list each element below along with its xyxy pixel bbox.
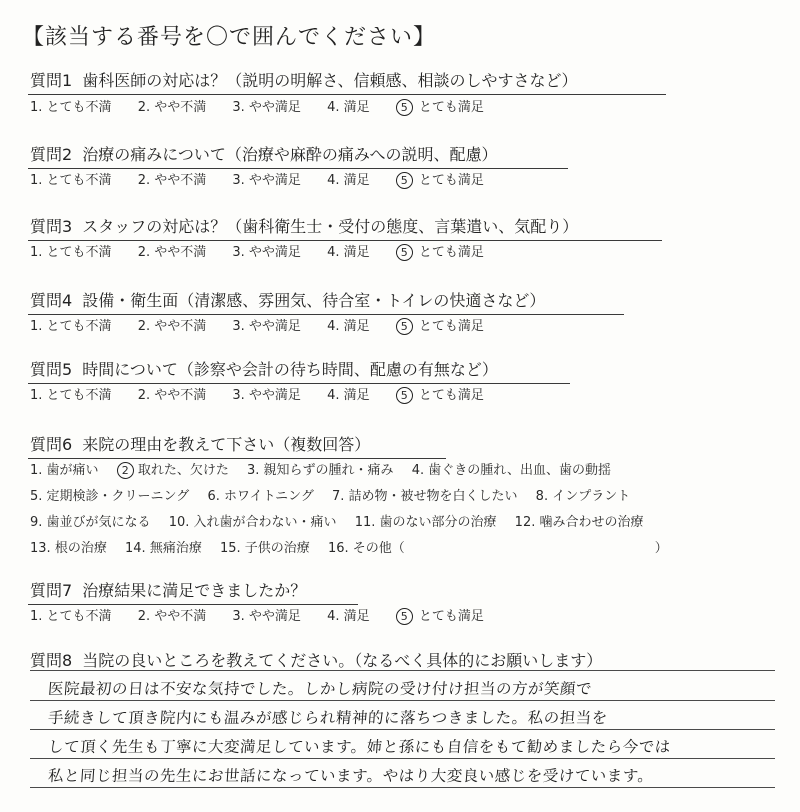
reason-option[interactable]: 1. 歯が痛い — [30, 463, 99, 478]
option-1[interactable]: 1. とても不満 — [30, 388, 112, 403]
rating-options — [30, 605, 506, 625]
option-5-selected[interactable] — [396, 241, 484, 261]
circled-number: 5 — [396, 244, 413, 261]
option-5-selected[interactable] — [396, 384, 484, 404]
option-1[interactable]: 1. とても不満 — [30, 173, 112, 188]
option-3[interactable]: 3. やや満足 — [232, 100, 301, 115]
option-2[interactable]: 2. やや不満 — [137, 100, 207, 115]
rating-options — [30, 96, 506, 116]
circled-number: 5 — [396, 318, 413, 335]
reason-option[interactable]: 14. 無痛治療 — [124, 541, 202, 556]
answer-line — [30, 729, 775, 730]
handwritten-answer-line: して頂く先生も丁寧に大変満足しています。姉と孫にも自信をもて勧めましたら今では — [47, 738, 672, 756]
reason-option[interactable]: 4. 歯ぐきの腫れ、出血、歯の動揺 — [411, 463, 612, 478]
option-5-selected[interactable] — [396, 605, 484, 625]
option-3[interactable]: 3. やや満足 — [232, 173, 301, 188]
option-3[interactable]: 3. やや満足 — [232, 319, 301, 334]
question-title — [30, 142, 498, 165]
question-title — [30, 648, 602, 671]
option-4[interactable]: 4. 満足 — [327, 245, 370, 260]
question-number: 質問2 — [30, 145, 73, 164]
option-4[interactable]: 4. 満足 — [327, 319, 370, 334]
option-4[interactable]: 4. 満足 — [327, 100, 370, 115]
question-text: 設備・衛生面（清潔感、雰囲気、待合室・トイレの快適さなど） — [82, 291, 546, 310]
option-1[interactable]: 1. とても不満 — [30, 319, 112, 334]
question-title — [30, 432, 370, 455]
option-1[interactable]: 1. とても不満 — [30, 100, 112, 115]
question-number: 質問8 — [30, 651, 73, 670]
reason-option[interactable]: 6. ホワイトニング — [207, 489, 314, 504]
option-2[interactable]: 2. やや不満 — [137, 173, 207, 188]
reason-option-selected[interactable]: 2 取れた、欠けた — [117, 459, 229, 479]
question-text: 歯科医師の対応は？（説明の明解さ、信頼感、相談のしやすさなど） — [82, 71, 578, 90]
reason-option[interactable]: 9. 歯並びが気になる — [30, 515, 151, 530]
handwritten-answer-line: 手続きして頂き院内にも温みが感じられ精神的に落ちつきました。私の担当を — [47, 709, 609, 727]
question-title — [30, 578, 306, 601]
question-title — [30, 214, 578, 237]
option-label: とても満足 — [418, 245, 484, 260]
reason-option[interactable]: 15. 子供の治療 — [219, 541, 310, 556]
reason-option[interactable]: 5. 定期検診・クリーニング — [30, 489, 190, 504]
rating-options — [30, 241, 506, 261]
handwritten-answer-line: 医院最初の日は不安な気持でした。しかし病院の受け付け担当の方が笑顔で — [47, 680, 593, 698]
option-2[interactable]: 2. やや不満 — [137, 245, 207, 260]
circled-number: 5 — [396, 387, 413, 404]
option-5-selected[interactable] — [396, 96, 484, 116]
option-1[interactable]: 1. とても不満 — [30, 609, 112, 624]
reason-row — [30, 537, 682, 556]
option-label: とても満足 — [418, 173, 484, 188]
option-5-selected[interactable] — [396, 169, 484, 189]
option-3[interactable]: 3. やや満足 — [232, 245, 301, 260]
circled-number: 5 — [396, 172, 413, 189]
reason-option[interactable]: 12. 噛み合わせの治療 — [514, 515, 644, 530]
question-text: 当院の良いところを教えてください。（なるべく具体的にお願いします） — [82, 651, 603, 670]
option-label: とても満足 — [418, 319, 484, 334]
option-2[interactable]: 2. やや不満 — [137, 609, 207, 624]
reason-option-other[interactable]: 16. その他（ ） — [327, 541, 668, 556]
question-number: 質問6 — [30, 435, 73, 454]
option-3[interactable]: 3. やや満足 — [232, 609, 301, 624]
option-4[interactable]: 4. 満足 — [327, 609, 370, 624]
underline — [28, 94, 666, 96]
reason-option[interactable]: 11. 歯のない部分の治療 — [354, 515, 497, 530]
reason-option[interactable]: 7. 詰め物・被せ物を白くしたい — [331, 489, 518, 504]
question-text: 来院の理由を教えて下さい（複数回答） — [82, 435, 371, 454]
question-text: 治療の痛みについて（治療や麻酔の痛みへの説明、配慮） — [82, 145, 498, 164]
answer-line — [30, 670, 775, 671]
question-title — [30, 68, 578, 91]
question-text: 治療結果に満足できましたか？ — [82, 581, 307, 600]
option-1[interactable]: 1. とても不満 — [30, 245, 112, 260]
circled-number: 2 — [117, 462, 134, 479]
rating-options — [30, 384, 506, 404]
reason-option[interactable]: 3. 親知らずの腫れ・痛み — [247, 463, 394, 478]
circled-number: 5 — [396, 99, 413, 116]
option-5-selected[interactable] — [396, 315, 484, 335]
reason-option[interactable]: 13. 根の治療 — [30, 541, 107, 556]
option-2[interactable]: 2. やや不満 — [137, 388, 207, 403]
handwritten-answer-line: 私と同じ担当の先生にお世話になっています。やはり大変良い感じを受けています。 — [47, 767, 655, 785]
option-3[interactable]: 3. やや満足 — [232, 388, 301, 403]
question-number: 質問5 — [30, 360, 73, 379]
question-number: 質問3 — [30, 217, 73, 236]
reason-row — [30, 485, 644, 504]
question-title — [30, 357, 498, 380]
option-4[interactable]: 4. 満足 — [327, 388, 370, 403]
question-title — [30, 288, 545, 311]
rating-options — [30, 169, 506, 189]
question-number: 質問4 — [30, 291, 73, 310]
option-4[interactable]: 4. 満足 — [327, 173, 370, 188]
question-text: 時間について（診察や会計の待ち時間、配慮の有無など） — [82, 360, 498, 379]
reason-option[interactable]: 8. インプラント — [535, 489, 631, 504]
rating-options — [30, 315, 506, 335]
question-text: スタッフの対応は？（歯科衛生士・受付の態度、言葉遣い、気配り） — [82, 217, 579, 236]
answer-line — [30, 787, 775, 788]
option-2[interactable]: 2. やや不満 — [137, 319, 207, 334]
question-number: 質問1 — [30, 71, 73, 90]
option-label: とても満足 — [418, 100, 484, 115]
reason-row — [30, 511, 658, 530]
option-label: とても満足 — [418, 609, 484, 624]
circled-number: 5 — [396, 608, 413, 625]
reason-option[interactable]: 10. 入れ歯が合わない・痛い — [168, 515, 337, 530]
instruction-heading: 【該当する番号を〇で囲んでください】 — [22, 25, 437, 50]
answer-line — [30, 758, 775, 759]
reason-row — [30, 459, 625, 479]
option-label: とても満足 — [418, 388, 484, 403]
answer-line — [30, 700, 775, 701]
question-number: 質問7 — [30, 581, 73, 600]
